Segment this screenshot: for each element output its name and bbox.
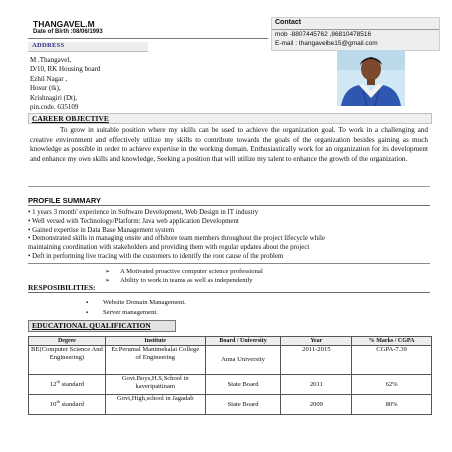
board-cell: State Board: [205, 375, 281, 395]
header-divider: [28, 38, 268, 39]
contact-box: [271, 17, 440, 51]
column-header-board: Board / University: [205, 337, 281, 346]
person-photo-icon-graphic: [337, 50, 405, 106]
contact-mobile: mob -8807445762 ,86810478516: [275, 31, 372, 38]
marks-cell: 80%: [352, 395, 432, 415]
table-header-row: [29, 337, 432, 346]
institute-cell: Govt.Boys,H.S,School in kaveripattinam: [105, 375, 205, 395]
list-item: [105, 268, 263, 277]
arrow-bullet-icon: ➢: [105, 268, 111, 275]
date-of-birth: Date of Birth :08/06/1993: [33, 29, 103, 35]
address-line: Ezhil Nagar ,: [30, 74, 68, 83]
responsibility-text: Website Domain Management.: [103, 299, 186, 306]
responsibilities-divider: [28, 292, 430, 293]
responsibilities-list: [86, 298, 186, 318]
objective-divider: [28, 186, 430, 187]
candidate-name: THANGAVEL.M: [33, 19, 95, 29]
career-objective-header: [28, 113, 432, 124]
responsibilities-title: RESPOSIBILITIES:: [28, 283, 96, 292]
degree-cell: BE(Computer Science And Engineering): [29, 346, 106, 375]
table-row: [29, 395, 432, 415]
list-item: • Well versed with Technology/Platform: Java web application Development: [28, 217, 239, 225]
institute-cell: Govt,High,school in Jagadab: [105, 395, 205, 415]
career-objective-text: To grow in suitable position where my skills can be used to achieve the organization goal. To work in a challenging and creative environment and effectively utilize my skills to contribute towards the goals of the organization besides gaining as much knowledge as possible in order to achieve expertise in the working domain. Enthusiastically work for an organization for its development and enhance my own skills and knowledge, Seeking a position that will utilize my talent to enhance the growth of the organization.: [30, 126, 428, 163]
person-photo-icon: [337, 50, 405, 106]
table-row: [29, 375, 432, 395]
year-cell: 2011-2015: [281, 346, 352, 375]
education-header: [28, 320, 176, 332]
marks-cell: CGPA-7.39: [352, 346, 432, 375]
profile-summary-divider: [28, 205, 430, 206]
square-bullet-icon: ▪: [86, 300, 89, 306]
profile-end-divider: [28, 263, 430, 264]
column-header-year: Year: [281, 337, 352, 346]
career-objective-title: CAREER OBJECTIVE: [32, 114, 109, 123]
list-item: maintaining coordination with stakeholders and providing them with regular updates about the project: [28, 244, 310, 252]
marks-cell: 62%: [352, 375, 432, 395]
list-item: [105, 277, 263, 286]
column-header-institute: Institute: [105, 337, 205, 346]
contact-divider: [272, 29, 439, 30]
list-item: • Demonstrated skills in managing onsite and offshore team members throughout the project lifecycle while: [28, 235, 325, 243]
address-title: ADDRESS: [32, 42, 65, 49]
column-header-marks: % Marks / CGPA: [352, 337, 432, 346]
list-item: • Gained expertise in Data Base Management system: [28, 226, 175, 234]
strength-text: A Motivated proactive computer science professional: [120, 268, 263, 275]
address-line: M .Thangavel,: [30, 56, 72, 64]
address-line: Krishnagiri (Dt),: [30, 93, 78, 102]
institute-cell: Er.Perumal Manimekalai College of Engineering: [105, 346, 205, 375]
board-cell: State Board: [205, 395, 281, 415]
profile-summary-list: [28, 209, 433, 262]
list-item: [86, 308, 186, 318]
strength-text: Ability to work in teams as well as independently: [120, 276, 253, 284]
degree-cell: 10th standard: [29, 395, 106, 415]
list-item: [86, 298, 186, 308]
address-section-header: [28, 42, 148, 52]
arrow-bullet-icon: ➢: [105, 276, 111, 284]
contact-label: Contact: [275, 19, 302, 26]
profile-summary-title: PROFILE SUMMARY: [28, 196, 102, 205]
responsibility-text: Server management.: [103, 309, 158, 316]
address-line: Hosur (tk),: [30, 84, 61, 93]
contact-email: E-mail : thangavelbe15@gmail.com: [275, 40, 378, 47]
strengths-list: [105, 268, 263, 285]
address-line: pin.code. 635109: [30, 103, 79, 112]
list-item: • Deft in performing live tracing with the customers to identify the root cause of the problem: [28, 252, 284, 260]
address-block: [30, 56, 100, 112]
year-cell: 2011: [281, 375, 352, 395]
table-row: [29, 346, 432, 375]
education-title: EDUCATIONAL QUALIFICATION: [32, 321, 151, 330]
address-line: D/10, RK Housing board: [30, 65, 101, 74]
square-bullet-icon: ▪: [86, 310, 89, 316]
year-cell: 2009: [281, 395, 352, 415]
column-header-degree: Degree: [29, 337, 106, 346]
education-table: [28, 336, 432, 415]
list-item: • 1 years 3 month' experience in Software Development, Web Design in IT industry: [28, 209, 259, 216]
board-cell: Anna University: [205, 346, 281, 375]
degree-cell: 12th standard: [29, 375, 106, 395]
